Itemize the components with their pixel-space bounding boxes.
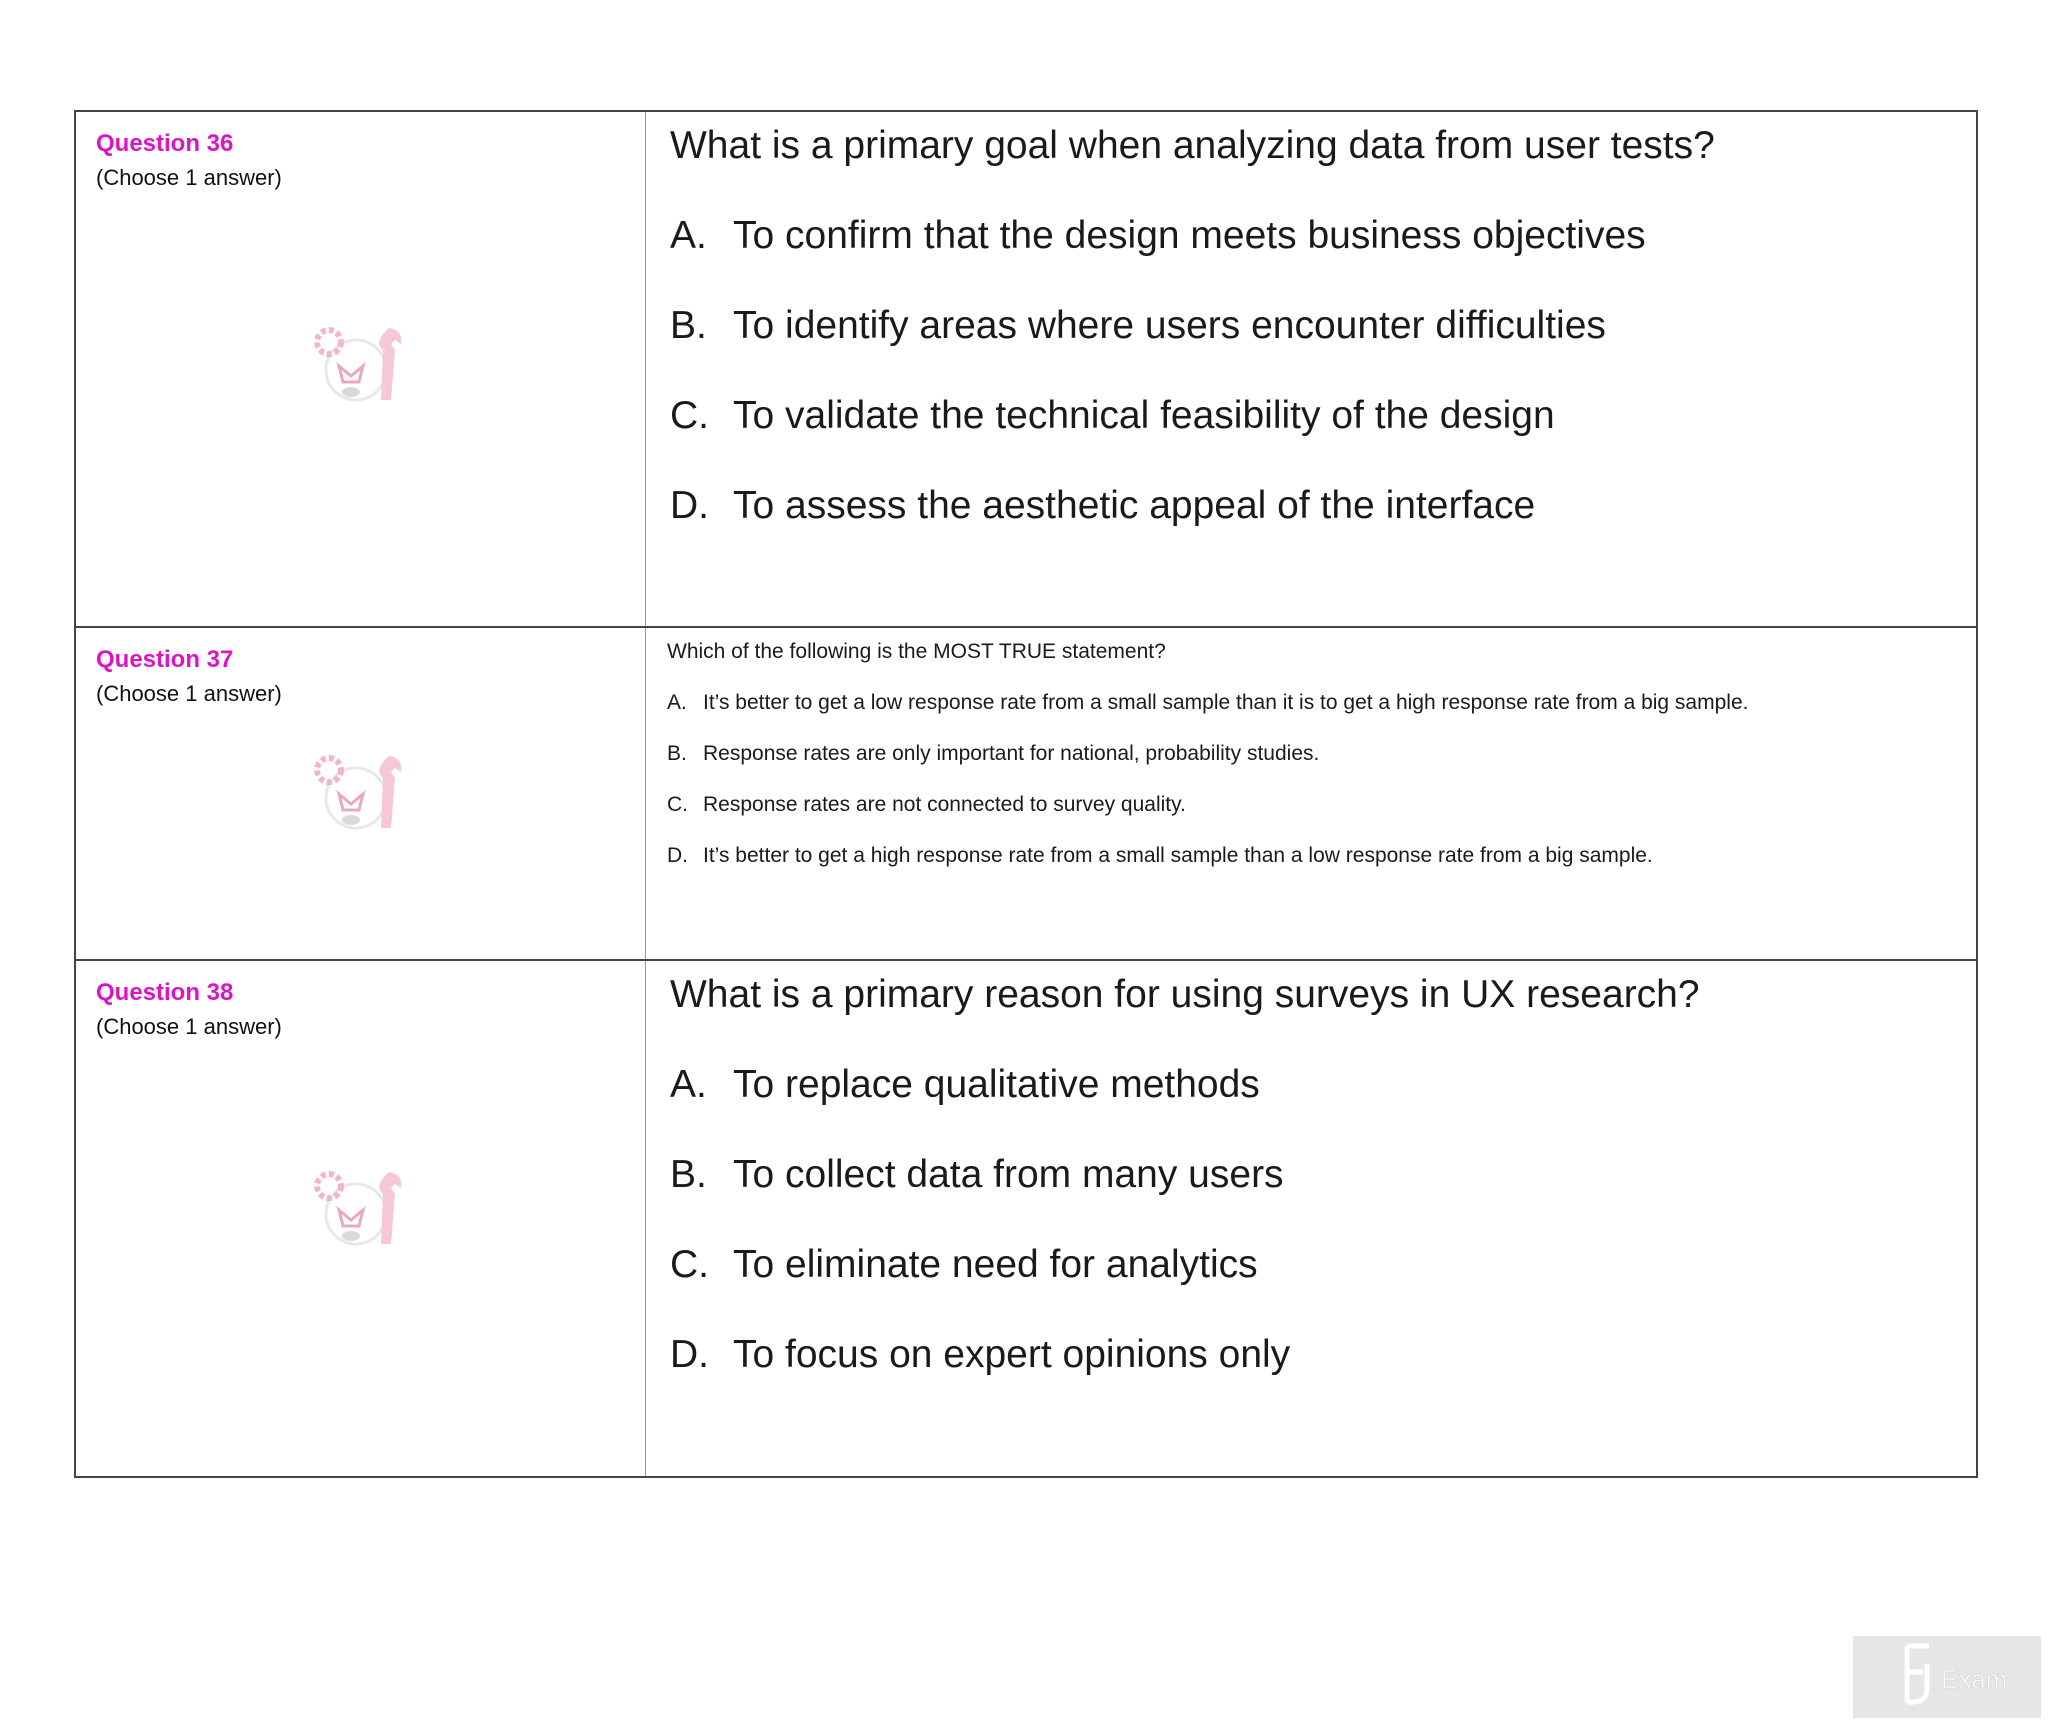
question-table xyxy=(74,110,1978,1478)
choose-hint: (Choose 1 answer) xyxy=(96,165,282,190)
option-text: To collect data from many users xyxy=(733,1153,1284,1196)
answer-option-a[interactable] xyxy=(667,690,1787,716)
mascot-logo-icon xyxy=(311,750,409,840)
option-text: To assess the aesthetic appeal of the interface xyxy=(733,484,1536,527)
option-text: Response rates are not connected to survey quality. xyxy=(703,793,1186,816)
answer-option-a[interactable] xyxy=(670,212,1976,260)
option-letter: B. xyxy=(670,304,707,347)
exam-logo-icon xyxy=(1853,1636,2041,1718)
answer-option-c[interactable] xyxy=(670,392,1976,440)
mascot-logo-icon xyxy=(311,322,409,412)
question-row xyxy=(76,959,1976,1476)
option-letter: D. xyxy=(670,1333,709,1376)
question-meta-cell xyxy=(76,112,646,626)
option-text: To eliminate need for analytics xyxy=(733,1243,1258,1286)
option-letter: D. xyxy=(670,484,709,527)
question-content-cell xyxy=(646,112,1976,626)
option-text: To validate the technical feasibility of the design xyxy=(733,394,1555,437)
question-stem: What is a primary goal when analyzing data from user tests? xyxy=(670,124,1715,167)
answer-option-b[interactable] xyxy=(670,1151,1976,1199)
option-letter: A. xyxy=(670,214,707,257)
question-content-cell xyxy=(646,628,1976,959)
option-letter: B. xyxy=(670,1153,707,1196)
option-text: It’s better to get a low response rate from a small sample than it is to get a high response rate from a big sample. xyxy=(703,691,1749,714)
question-number: Question 36 xyxy=(96,130,234,157)
answer-option-d[interactable] xyxy=(667,843,1787,869)
option-letter: B. xyxy=(667,742,687,765)
answer-option-b[interactable] xyxy=(667,741,1787,767)
question-meta-cell xyxy=(76,628,646,959)
answer-option-b[interactable] xyxy=(670,302,1976,350)
answer-option-d[interactable] xyxy=(670,1331,1976,1379)
answer-option-c[interactable] xyxy=(667,792,1787,818)
question-stem: What is a primary reason for using surveys in UX research? xyxy=(670,973,1700,1016)
option-letter: D. xyxy=(667,844,688,867)
question-number: Question 37 xyxy=(96,646,234,673)
option-text: Response rates are only important for national, probability studies. xyxy=(703,742,1320,765)
option-text: To identify areas where users encounter difficulties xyxy=(733,304,1606,347)
watermark-logo xyxy=(1853,1636,2041,1718)
answer-option-a[interactable] xyxy=(670,1061,1976,1109)
option-letter: A. xyxy=(670,1063,707,1106)
choose-hint: (Choose 1 answer) xyxy=(96,1014,282,1039)
option-letter: C. xyxy=(667,793,688,816)
option-letter: A. xyxy=(667,691,687,714)
question-stem: Which of the following is the MOST TRUE statement? xyxy=(667,640,1166,663)
mascot-logo-icon xyxy=(311,1166,409,1256)
watermark-text: Exam xyxy=(1941,1664,2008,1694)
question-row xyxy=(76,626,1976,959)
answer-option-c[interactable] xyxy=(670,1241,1976,1289)
option-letter: C. xyxy=(670,394,709,437)
option-text: To replace qualitative methods xyxy=(733,1063,1260,1106)
question-row xyxy=(76,112,1976,626)
option-text: To confirm that the design meets business objectives xyxy=(733,214,1646,257)
option-letter: C. xyxy=(670,1243,709,1286)
option-text: It’s better to get a high response rate from a small sample than a low response rate from a big sample. xyxy=(703,844,1653,867)
choose-hint: (Choose 1 answer) xyxy=(96,681,282,706)
question-meta-cell xyxy=(76,961,646,1476)
answer-option-d[interactable] xyxy=(670,482,1976,530)
option-text: To focus on expert opinions only xyxy=(733,1333,1291,1376)
question-content-cell xyxy=(646,961,1976,1476)
question-number: Question 38 xyxy=(96,979,234,1006)
